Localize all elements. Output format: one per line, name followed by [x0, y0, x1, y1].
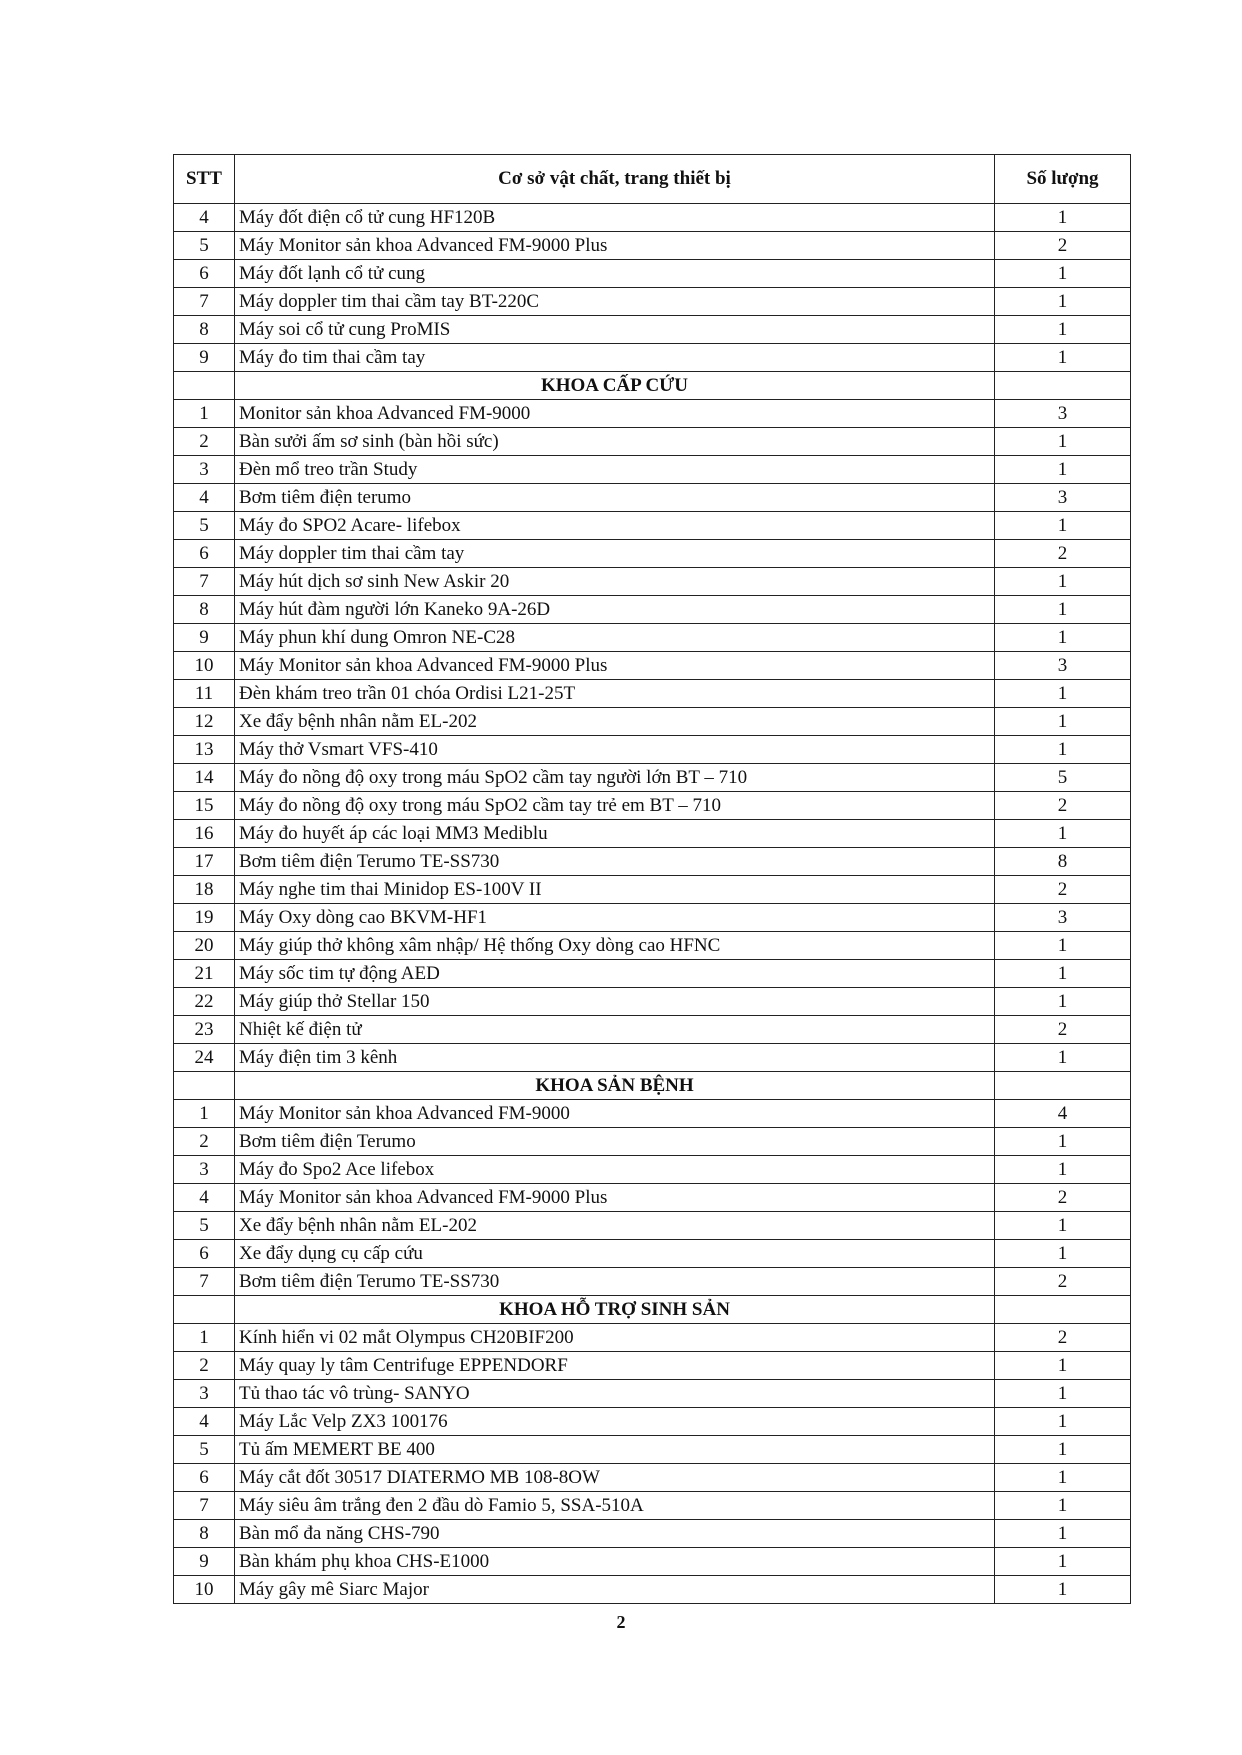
row-quantity	[995, 372, 1131, 400]
table-body	[174, 204, 1131, 1604]
row-stt: 3	[174, 1380, 235, 1408]
row-equipment-name: Xe đẩy bệnh nhân nằm EL-202	[235, 1212, 995, 1240]
row-quantity: 1	[995, 988, 1131, 1016]
row-quantity: 1	[995, 1156, 1131, 1184]
row-quantity: 2	[995, 1184, 1131, 1212]
row-stt	[174, 1072, 235, 1100]
row-stt: 8	[174, 316, 235, 344]
table-row	[174, 484, 1131, 512]
row-quantity: 4	[995, 1100, 1131, 1128]
row-stt: 4	[174, 1408, 235, 1436]
row-equipment-name: Xe đẩy bệnh nhân nằm EL-202	[235, 708, 995, 736]
row-quantity: 1	[995, 1548, 1131, 1576]
row-equipment-name: Máy hút dịch sơ sinh New Askir 20	[235, 568, 995, 596]
table-row	[174, 1464, 1131, 1492]
row-stt: 8	[174, 596, 235, 624]
row-equipment-name: Đèn mổ treo trần Study	[235, 456, 995, 484]
row-equipment-name: Máy đo Spo2 Ace lifebox	[235, 1156, 995, 1184]
row-quantity: 1	[995, 932, 1131, 960]
row-stt: 17	[174, 848, 235, 876]
row-stt: 7	[174, 1268, 235, 1296]
row-equipment-name: Xe đẩy dụng cụ cấp cứu	[235, 1240, 995, 1268]
row-equipment-name: Máy Monitor sản khoa Advanced FM-9000 Plus	[235, 232, 995, 260]
table-row	[174, 1268, 1131, 1296]
table-row	[174, 1520, 1131, 1548]
row-equipment-name: Tủ ấm MEMERT BE 400	[235, 1436, 995, 1464]
row-equipment-name: Máy Monitor sản khoa Advanced FM-9000	[235, 1100, 995, 1128]
row-stt: 7	[174, 288, 235, 316]
row-stt: 14	[174, 764, 235, 792]
row-quantity: 3	[995, 652, 1131, 680]
row-stt: 5	[174, 1212, 235, 1240]
row-quantity: 2	[995, 792, 1131, 820]
row-equipment-name: Máy doppler tim thai cầm tay	[235, 540, 995, 568]
row-quantity: 1	[995, 204, 1131, 232]
table-row	[174, 1352, 1131, 1380]
table-header-row	[174, 155, 1131, 204]
row-equipment-name: Máy cắt đốt 30517 DIATERMO MB 108-8OW	[235, 1464, 995, 1492]
row-equipment-name: Bơm tiêm điện Terumo TE-SS730	[235, 848, 995, 876]
row-equipment-name: Máy đo nồng độ oxy trong máu SpO2 cầm tay trẻ em BT – 710	[235, 792, 995, 820]
row-quantity: 5	[995, 764, 1131, 792]
table-row	[174, 820, 1131, 848]
table-row	[174, 428, 1131, 456]
row-equipment-name: Tủ thao tác vô trùng- SANYO	[235, 1380, 995, 1408]
equipment-table	[173, 154, 1131, 1604]
row-equipment-name: Bơm tiêm điện Terumo TE-SS730	[235, 1268, 995, 1296]
row-equipment-name: Máy soi cổ tử cung ProMIS	[235, 316, 995, 344]
row-quantity: 1	[995, 1352, 1131, 1380]
table-row	[174, 204, 1131, 232]
row-quantity: 2	[995, 876, 1131, 904]
row-quantity: 1	[995, 1408, 1131, 1436]
row-stt: 10	[174, 1576, 235, 1604]
row-equipment-name: Máy đo tim thai cầm tay	[235, 344, 995, 372]
table-row	[174, 1184, 1131, 1212]
header-quantity: Số lượng	[995, 155, 1131, 204]
table-row	[174, 344, 1131, 372]
row-stt: 7	[174, 1492, 235, 1520]
table-row	[174, 960, 1131, 988]
row-quantity: 1	[995, 344, 1131, 372]
row-equipment-name: Bơm tiêm điện Terumo	[235, 1128, 995, 1156]
table-row	[174, 932, 1131, 960]
row-stt: 2	[174, 428, 235, 456]
row-equipment-name: Máy sốc tim tự động AED	[235, 960, 995, 988]
row-quantity: 1	[995, 960, 1131, 988]
row-equipment-name: Máy thở Vsmart VFS-410	[235, 736, 995, 764]
row-stt: 4	[174, 204, 235, 232]
table-row	[174, 1548, 1131, 1576]
row-stt: 1	[174, 1324, 235, 1352]
row-quantity: 1	[995, 708, 1131, 736]
row-equipment-name: Máy siêu âm trắng đen 2 đầu dò Famio 5, SSA-510A	[235, 1492, 995, 1520]
table-row	[174, 1212, 1131, 1240]
row-equipment-name: Bơm tiêm điện terumo	[235, 484, 995, 512]
row-quantity: 1	[995, 820, 1131, 848]
row-stt: 6	[174, 1464, 235, 1492]
row-equipment-name: Máy nghe tim thai Minidop ES-100V II	[235, 876, 995, 904]
row-stt: 12	[174, 708, 235, 736]
table-row	[174, 680, 1131, 708]
row-quantity	[995, 1296, 1131, 1324]
row-equipment-name: Máy phun khí dung Omron NE-C28	[235, 624, 995, 652]
row-equipment-name: Máy Monitor sản khoa Advanced FM-9000 Plus	[235, 1184, 995, 1212]
row-quantity: 1	[995, 1044, 1131, 1072]
row-quantity: 1	[995, 1128, 1131, 1156]
row-stt: 10	[174, 652, 235, 680]
row-quantity: 1	[995, 1240, 1131, 1268]
table-row	[174, 568, 1131, 596]
row-quantity: 1	[995, 512, 1131, 540]
row-equipment-name: Máy đo nồng độ oxy trong máu SpO2 cầm tay người lớn BT – 710	[235, 764, 995, 792]
table-row	[174, 1016, 1131, 1044]
table-row	[174, 1324, 1131, 1352]
row-quantity: 3	[995, 904, 1131, 932]
row-equipment-name: Máy Oxy dòng cao BKVM-HF1	[235, 904, 995, 932]
row-quantity: 2	[995, 1268, 1131, 1296]
row-equipment-name: Máy gây mê Siarc Major	[235, 1576, 995, 1604]
row-stt: 4	[174, 1184, 235, 1212]
table-row	[174, 876, 1131, 904]
table-row	[174, 1380, 1131, 1408]
row-quantity: 1	[995, 456, 1131, 484]
row-stt: 9	[174, 344, 235, 372]
row-quantity: 1	[995, 428, 1131, 456]
row-quantity: 1	[995, 1576, 1131, 1604]
row-stt: 9	[174, 624, 235, 652]
row-stt: 4	[174, 484, 235, 512]
row-stt	[174, 1296, 235, 1324]
row-equipment-name: Máy đo huyết áp các loại MM3 Mediblu	[235, 820, 995, 848]
table-row	[174, 1156, 1131, 1184]
row-equipment-name: Bàn mổ đa năng CHS-790	[235, 1520, 995, 1548]
row-stt: 5	[174, 512, 235, 540]
row-stt: 11	[174, 680, 235, 708]
table-row	[174, 1576, 1131, 1604]
row-stt: 6	[174, 1240, 235, 1268]
row-quantity: 2	[995, 232, 1131, 260]
row-stt: 20	[174, 932, 235, 960]
row-quantity: 2	[995, 1016, 1131, 1044]
table-row	[174, 456, 1131, 484]
row-stt: 1	[174, 400, 235, 428]
table-row	[174, 316, 1131, 344]
page-number: 2	[616, 1612, 626, 1632]
table-row	[174, 1044, 1131, 1072]
row-stt: 6	[174, 540, 235, 568]
row-quantity: 1	[995, 680, 1131, 708]
row-equipment-name: Máy Lắc Velp ZX3 100176	[235, 1408, 995, 1436]
table-row	[174, 1436, 1131, 1464]
row-equipment-name: Máy hút đàm người lớn Kaneko 9A-26D	[235, 596, 995, 624]
table-row	[174, 1492, 1131, 1520]
table-row	[174, 540, 1131, 568]
row-quantity: 1	[995, 1212, 1131, 1240]
row-stt: 21	[174, 960, 235, 988]
row-stt: 23	[174, 1016, 235, 1044]
row-quantity: 1	[995, 288, 1131, 316]
table-row	[174, 708, 1131, 736]
row-quantity: 1	[995, 1520, 1131, 1548]
row-equipment-name: Máy đốt điện cổ tử cung HF120B	[235, 204, 995, 232]
table-row	[174, 400, 1131, 428]
table-row	[174, 1408, 1131, 1436]
row-stt	[174, 372, 235, 400]
row-stt: 6	[174, 260, 235, 288]
row-quantity: 1	[995, 316, 1131, 344]
row-equipment-name: Máy doppler tim thai cầm tay BT-220C	[235, 288, 995, 316]
row-stt: 5	[174, 232, 235, 260]
row-quantity: 3	[995, 484, 1131, 512]
row-stt: 8	[174, 1520, 235, 1548]
row-equipment-name: Monitor sản khoa Advanced FM-9000	[235, 400, 995, 428]
table-row	[174, 624, 1131, 652]
row-quantity: 1	[995, 260, 1131, 288]
row-equipment-name: Máy quay ly tâm Centrifuge EPPENDORF	[235, 1352, 995, 1380]
table-row	[174, 288, 1131, 316]
table-row	[174, 764, 1131, 792]
row-equipment-name: Máy giúp thở không xâm nhập/ Hệ thống Oxy dòng cao HFNC	[235, 932, 995, 960]
table-row	[174, 1100, 1131, 1128]
row-equipment-name: Máy điện tim 3 kênh	[235, 1044, 995, 1072]
row-quantity: 8	[995, 848, 1131, 876]
row-stt: 22	[174, 988, 235, 1016]
row-stt: 19	[174, 904, 235, 932]
row-equipment-name: Máy giúp thở Stellar 150	[235, 988, 995, 1016]
table-row	[174, 512, 1131, 540]
header-stt: STT	[174, 155, 235, 204]
row-equipment-name: Đèn khám treo trần 01 chóa Ordisi L21-25T	[235, 680, 995, 708]
row-quantity: 1	[995, 596, 1131, 624]
section-row	[174, 1296, 1131, 1324]
header-equipment: Cơ sở vật chất, trang thiết bị	[235, 155, 995, 204]
table-row	[174, 596, 1131, 624]
table-row	[174, 848, 1131, 876]
row-quantity: 2	[995, 540, 1131, 568]
row-equipment-name: Máy đo SPO2 Acare- lifebox	[235, 512, 995, 540]
row-quantity: 2	[995, 1324, 1131, 1352]
table-row	[174, 988, 1131, 1016]
section-row	[174, 372, 1131, 400]
row-stt: 16	[174, 820, 235, 848]
row-stt: 15	[174, 792, 235, 820]
row-equipment-name: Bàn sưởi ấm sơ sinh (bàn hồi sức)	[235, 428, 995, 456]
row-quantity: 1	[995, 1492, 1131, 1520]
table-row	[174, 736, 1131, 764]
row-quantity: 1	[995, 1464, 1131, 1492]
row-stt: 9	[174, 1548, 235, 1576]
row-stt: 2	[174, 1352, 235, 1380]
row-quantity: 1	[995, 1380, 1131, 1408]
section-row	[174, 1072, 1131, 1100]
section-title: KHOA HỖ TRỢ SINH SẢN	[235, 1296, 995, 1324]
row-quantity: 1	[995, 736, 1131, 764]
table-row	[174, 260, 1131, 288]
row-quantity: 1	[995, 568, 1131, 596]
section-title: KHOA SẢN BỆNH	[235, 1072, 995, 1100]
row-quantity: 3	[995, 400, 1131, 428]
row-equipment-name: Máy Monitor sản khoa Advanced FM-9000 Plus	[235, 652, 995, 680]
row-stt: 1	[174, 1100, 235, 1128]
table-row	[174, 1128, 1131, 1156]
table-row	[174, 1240, 1131, 1268]
row-stt: 2	[174, 1128, 235, 1156]
row-stt: 24	[174, 1044, 235, 1072]
row-stt: 13	[174, 736, 235, 764]
row-stt: 18	[174, 876, 235, 904]
row-equipment-name: Nhiệt kế điện tử	[235, 1016, 995, 1044]
table-row	[174, 904, 1131, 932]
row-quantity	[995, 1072, 1131, 1100]
table-row	[174, 232, 1131, 260]
row-quantity: 1	[995, 624, 1131, 652]
row-stt: 5	[174, 1436, 235, 1464]
row-equipment-name: Máy đốt lạnh cổ tử cung	[235, 260, 995, 288]
row-stt: 3	[174, 1156, 235, 1184]
table-row	[174, 652, 1131, 680]
row-stt: 7	[174, 568, 235, 596]
table-row	[174, 792, 1131, 820]
row-quantity: 1	[995, 1436, 1131, 1464]
row-equipment-name: Bàn khám phụ khoa CHS-E1000	[235, 1548, 995, 1576]
row-stt: 3	[174, 456, 235, 484]
section-title: KHOA CẤP CỨU	[235, 372, 995, 400]
row-equipment-name: Kính hiển vi 02 mắt Olympus CH20BIF200	[235, 1324, 995, 1352]
